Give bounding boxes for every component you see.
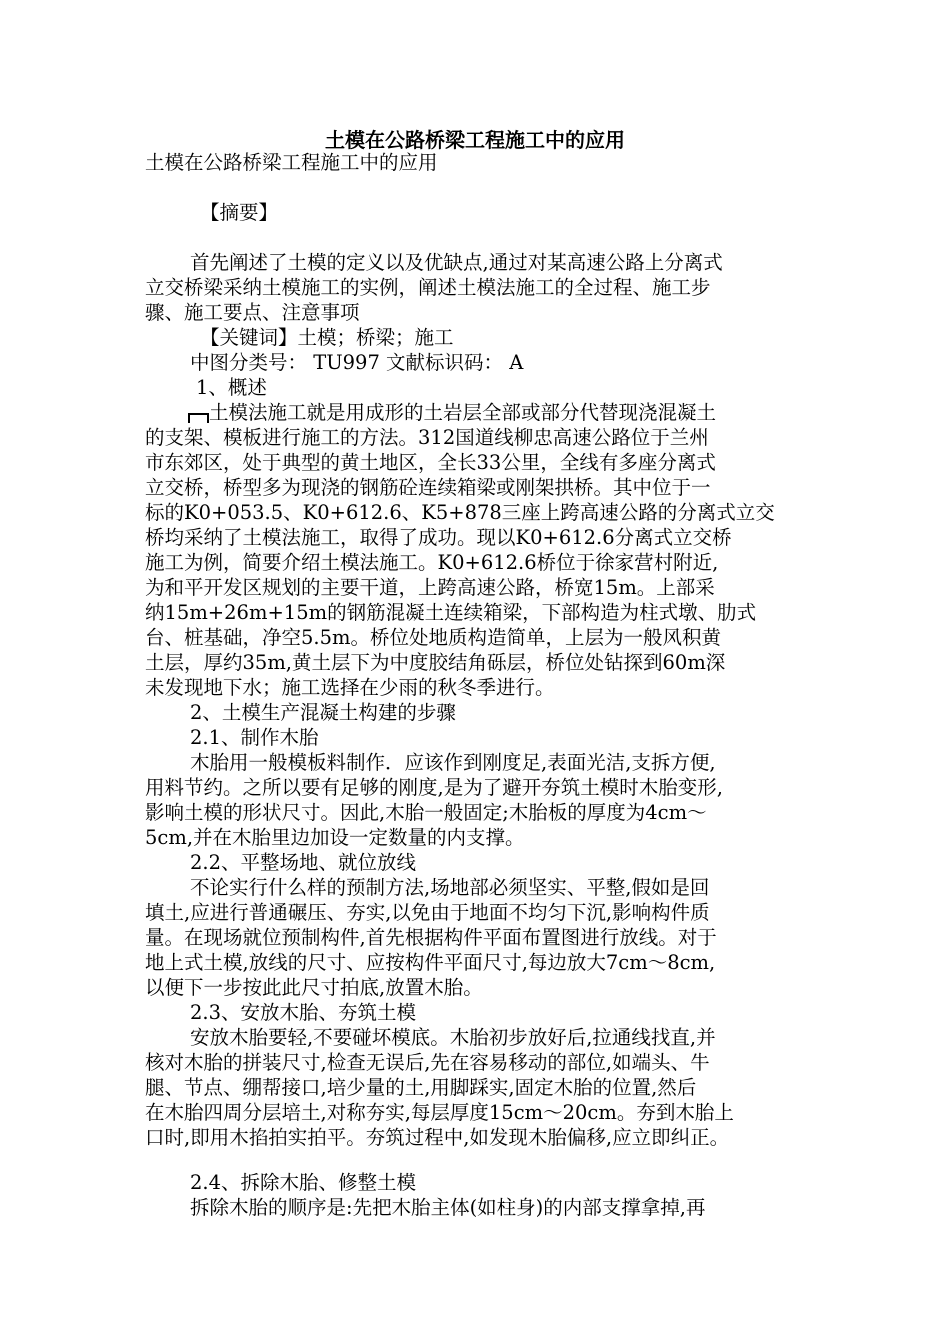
paragraph-line: 填土,应进行普通碾压、夯实,以免由于地面不均匀下沉,影响构件质: [145, 901, 710, 924]
document-title: 土模在公路桥梁工程施工中的应用: [325, 128, 625, 152]
paragraph-line: 施工为例，简要介绍土模法施工。K0+612.6桥位于徐家营村附近,: [145, 551, 719, 574]
abstract-heading: 【摘要】: [200, 201, 279, 224]
paragraph-line: 拆除木胎的顺序是:先把木胎主体(如柱身)的内部支撑拿掉,再: [190, 1196, 706, 1219]
paragraph-line: 口时,即用木掐拍实拍平。夯筑过程中,如发现木胎偏移,应立即纠正。: [145, 1126, 730, 1149]
keywords-line: 【关键词】土模；桥梁；施工: [200, 326, 454, 349]
paragraph-line: 量。在现场就位预制构件,首先根据构件平面布置图进行放线。对于: [145, 926, 717, 949]
paragraph-line: 市东郊区，处于典型的黄土地区，全长33公里，全线有多座分离式: [145, 451, 716, 474]
paragraph-line: 桥均采纳了土模法施工，取得了成功。现以K0+612.6分离式立交桥: [145, 526, 732, 549]
paragraph-text: 土模法施工就是用成形的土岩层全部或部分代替现浇混凝土: [209, 401, 717, 424]
classification-line: 中图分类号： TU997 文献标识码： A: [190, 351, 524, 374]
paragraph-line: 核对木胎的拼装尺寸,检查无误后,先在容易移动的部位,如端头、牛: [145, 1051, 710, 1074]
paragraph-line: 影响土模的形状尺寸。因此,木胎一般固定;木胎板的厚度为4cm～: [145, 801, 707, 824]
text-cursor-mark: [188, 413, 209, 423]
subsection-heading: 2.3、安放木胎、夯筑土模: [190, 1001, 417, 1024]
paragraph-line: 标的K0+053.5、K0+612.6、K5+878三座上跨高速公路的分离式立交: [145, 501, 775, 524]
section-heading: 2、土模生产混凝土构建的步骤: [190, 701, 456, 724]
paragraph-line: 立交桥梁采纳土模施工的实例，阐述土模法施工的全过程、施工步: [145, 276, 711, 299]
paragraph-line: 木胎用一般模板料制作．应该作到刚度足,表面光洁,支拆方便,: [190, 751, 716, 774]
paragraph-line: 腿、节点、绷帮接口,培少量的土,用脚踩实,固定木胎的位置,然后: [145, 1076, 697, 1099]
paragraph-line: 未发现地下水；施工选择在少雨的秋冬季进行。: [145, 676, 555, 699]
paragraph-line: 的支架、模板进行施工的方法。312国道线柳忠高速公路位于兰州: [145, 426, 709, 449]
subtitle-line: 土模在公路桥梁工程施工中的应用: [145, 151, 438, 174]
paragraph-line: 骤、施工要点、注意事项: [145, 301, 360, 324]
paragraph-line: 安放木胎要轻,不要碰坏模底。木胎初步放好后,拉通线找直,并: [190, 1026, 716, 1049]
paragraph-line: 首先阐述了土模的定义以及优缺点,通过对某高速公路上分离式: [190, 251, 723, 274]
subsection-heading: 2.2、平整场地、就位放线: [190, 851, 417, 874]
paragraph-line: 在木胎四周分层培土,对称夯实,每层厚度15cm～20cm。夯到木胎上: [145, 1101, 734, 1124]
section-heading: 1、概述: [196, 376, 267, 399]
subsection-heading: 2.1、制作木胎: [190, 726, 319, 749]
paragraph-line: 纳15m+26m+15m的钢筋混凝土连续箱梁，下部构造为柱式墩、肋式: [145, 601, 757, 624]
paragraph-line: 为和平开发区规划的主要干道，上跨高速公路，桥宽15m。上部采: [145, 576, 715, 599]
paragraph-line: 以便下一步按此此尺寸拍底,放置木胎。: [145, 976, 483, 999]
paragraph-line: 台、桩基础，净空5.5m。桥位处地质构造简单，上层为一般风积黄: [145, 626, 722, 649]
paragraph-line: 用料节约。之所以要有足够的刚度,是为了避开夯筑土模时木胎变形,: [145, 776, 723, 799]
paragraph-line: 土层，厚约35m,黄土层下为中度胶结角砾层，桥位处钻探到60m深: [145, 651, 726, 674]
paragraph-line: 不论实行什么样的预制方法,场地部必须坚实、平整,假如是回: [190, 876, 710, 899]
subsection-heading: 2.4、拆除木胎、修整土模: [190, 1171, 417, 1194]
paragraph-line: 立交桥，桥型多为现浇的钢筋砼连续箱梁或刚架拱桥。其中位于一: [145, 476, 711, 499]
paragraph-line: 地上式土模,放线的尺寸、应按构件平面尺寸,每边放大7cm～8cm,: [145, 951, 716, 974]
paragraph-line: [188, 400, 716, 425]
paragraph-line: 5cm,并在木胎里边加设一定数量的内支撑。: [145, 826, 525, 849]
